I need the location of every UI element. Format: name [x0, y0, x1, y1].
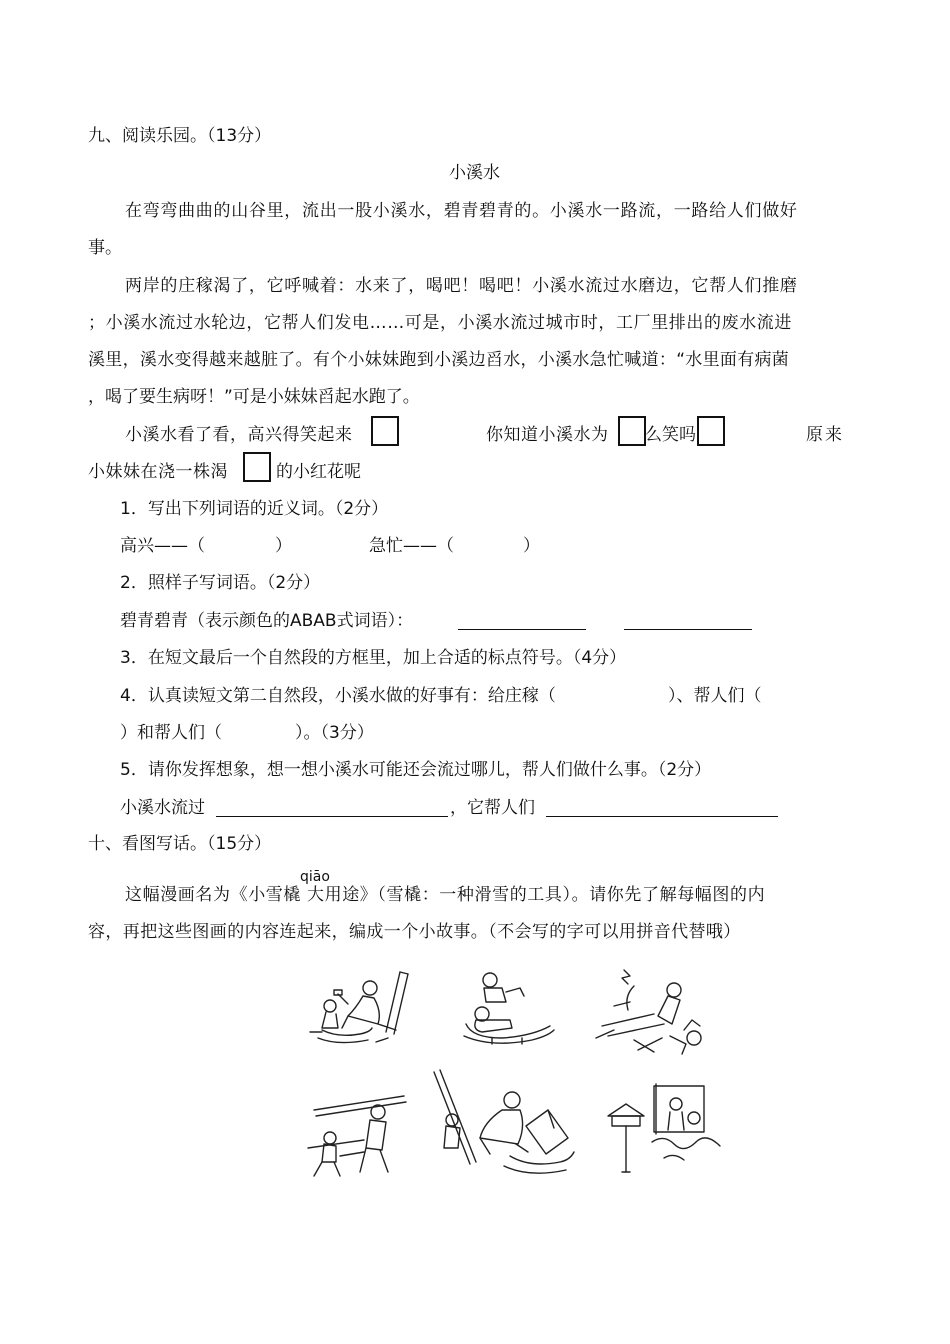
- comic-panel-rebuilding: [430, 1068, 575, 1178]
- para3-part-d: 原来: [806, 425, 844, 445]
- para2-line3: 溪里，溪水变得越来越脏了。有个小妹妹跑到小溪边舀水，小溪水急忙喊道：“水里面有病菌: [88, 350, 790, 370]
- q1-word-b-close: ）: [523, 536, 540, 556]
- question-5: 5．请你发挥想象，想一想小溪水可能还会流过哪儿，帮人们做什么事。（2分）: [120, 760, 712, 780]
- passage-title: 小溪水: [449, 163, 500, 183]
- para3-part-f: 的小红花呢: [276, 462, 361, 482]
- comic-panel-riding-sled: [462, 968, 562, 1048]
- question-4-line2b: ）。（3分）: [295, 723, 374, 743]
- pinyin-annotation: qiāo: [300, 869, 330, 885]
- comic-panel-crash: [594, 966, 712, 1062]
- question-1: 1．写出下列词语的近义词。（2分）: [120, 499, 389, 519]
- punctuation-box-1[interactable]: [371, 416, 399, 446]
- comic-panel-carrying-wood: [304, 1090, 414, 1180]
- comic-panel-bird-feeder: [604, 1082, 724, 1174]
- question-2: 2．照样子写词语。（2分）: [120, 573, 321, 593]
- q1-word-b: 急忙——（: [369, 536, 454, 556]
- section-10-heading: 十、看图写话。（15分）: [88, 834, 272, 854]
- para2-line4: ，喝了要生病呀！”可是小妹妹舀起水跑了。: [88, 387, 420, 407]
- para1-line1: 在弯弯曲曲的山谷里，流出一股小溪水，碧青碧青的。小溪水一路流，一路给人们做好: [125, 201, 798, 221]
- q5-prefix: 小溪水流过: [120, 798, 205, 818]
- q5-answer-line-2[interactable]: [546, 816, 778, 817]
- para2-line1: 两岸的庄稼渴了，它呼喊着：水来了，喝吧！喝吧！小溪水流过水磨边，它帮人们推磨: [125, 276, 798, 296]
- question-4-line2a: ）和帮人们（: [120, 723, 222, 743]
- q2-answer-line-2[interactable]: [624, 629, 752, 630]
- comic-panel-building-sled: [308, 968, 418, 1048]
- para3-part-a: 小溪水看了看，高兴得笑起来: [125, 425, 353, 445]
- question-4-mid: ）、帮人们（: [668, 686, 762, 706]
- q5-middle: ，它帮人们: [450, 798, 535, 818]
- para2-line2: ；小溪水流过水轮边，它帮人们发电……可是，小溪水流过城市时，工厂里排出的废水流进: [88, 313, 792, 333]
- question-3: 3．在短文最后一个自然段的方框里，加上合适的标点符号。（4分）: [120, 648, 627, 668]
- punctuation-box-2[interactable]: [618, 416, 646, 446]
- para1-line2: 事。: [88, 238, 122, 258]
- para3-part-b: 你知道小溪水为: [486, 425, 609, 445]
- q2-example: 碧青碧青（表示颜色的ABAB式词语）：: [120, 611, 414, 631]
- q2-answer-line-1[interactable]: [458, 629, 586, 630]
- para3-part-e: 小妹妹在浇一株渴: [88, 462, 228, 482]
- section-10-line1: 这幅漫画名为《小雪橇 大用途》（雪橇：一种滑雪的工具）。请你先了解每幅图的内: [125, 885, 766, 905]
- section-10-line2: 容，再把这些图画的内容连起来，编成一个小故事。（不会写的字可以用拼音代替哦）: [88, 922, 741, 942]
- punctuation-box-4[interactable]: [243, 452, 271, 482]
- question-4-line1: 4．认真读短文第二自然段，小溪水做的好事有：给庄稼（: [120, 686, 556, 706]
- punctuation-box-3[interactable]: [697, 416, 725, 446]
- q5-answer-line-1[interactable]: [216, 816, 448, 817]
- para3-part-c: 么笑吗: [645, 425, 696, 445]
- section-9-heading: 九、阅读乐园。（13分）: [88, 126, 272, 146]
- q1-word-a-close: ）: [275, 536, 292, 556]
- q1-word-a: 高兴——（: [120, 536, 205, 556]
